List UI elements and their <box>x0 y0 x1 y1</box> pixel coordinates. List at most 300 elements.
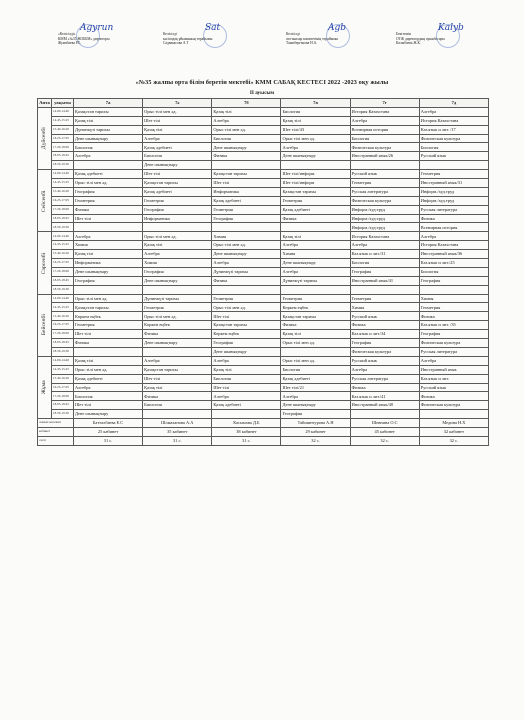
lesson-cell: Информатика <box>212 187 281 196</box>
lesson-cell: Дүниежүзі тарихы <box>281 276 350 285</box>
lesson-cell: Химия <box>419 294 488 303</box>
lesson-cell: Алгебра <box>212 392 281 401</box>
lesson-cell: Қазақ тілі <box>212 365 281 374</box>
time-cell: 16.25-17.05 <box>52 259 74 268</box>
day-label: Сейсенбі <box>38 170 52 232</box>
lesson-cell: Каз.язык и лит./41 <box>350 392 419 401</box>
lesson-cell: Химия <box>143 259 212 268</box>
lesson-cell: Физика <box>74 205 143 214</box>
lesson-cell: Қазақстан тарихы <box>281 312 350 321</box>
lesson-cell: Дене шынықтыру <box>212 143 281 152</box>
table-row <box>38 330 489 339</box>
footer-cell: 35 кабинет <box>143 427 212 436</box>
footer-cell: 38 кабинет <box>212 427 281 436</box>
lesson-cell: Қазақ әдебиеті <box>74 170 143 179</box>
lesson-cell <box>281 223 350 232</box>
lesson-cell: Көркем еңбек <box>74 312 143 321</box>
time-cell: 18.50-19.30 <box>52 161 74 170</box>
lesson-cell: Каз.язык и лит./31 <box>350 250 419 259</box>
lesson-cell: Қазақ тілі <box>143 125 212 134</box>
lesson-cell: Дене шынықтыру <box>74 134 143 143</box>
time-cell: 14.00-14.40 <box>52 170 74 179</box>
table-row <box>38 383 489 392</box>
lesson-cell: Қазақ тілі <box>281 232 350 241</box>
approval-line: Тажибергенова Н.А. <box>286 41 318 46</box>
lesson-cell <box>143 223 212 232</box>
footer-row <box>38 436 489 445</box>
lesson-cell: Алгебра <box>143 356 212 365</box>
lesson-cell: Қазақ тілі <box>74 116 143 125</box>
time-cell: 16.25-17.05 <box>52 383 74 392</box>
schedule-body <box>38 107 489 445</box>
footer-cell: 29 кабинет <box>281 427 350 436</box>
header-day: Апта <box>38 99 52 108</box>
lesson-cell: География <box>143 205 212 214</box>
lesson-cell <box>350 285 419 294</box>
signature: Agb <box>328 23 347 33</box>
footer-row <box>38 427 489 436</box>
lesson-cell: Химия <box>74 241 143 250</box>
table-header-row <box>38 99 489 108</box>
lesson-cell: Орыс тілі мен әд. <box>212 303 281 312</box>
lesson-cell: Қазақстан тарихы <box>281 187 350 196</box>
table-row <box>38 294 489 303</box>
table-row <box>38 179 489 188</box>
lesson-cell: Дүниежүзі тарихы <box>212 267 281 276</box>
lesson-cell: Биология <box>212 134 281 143</box>
day-label: Жұма <box>38 356 52 418</box>
lesson-cell: Қазақстан тарихы <box>74 107 143 116</box>
lesson-cell: Геометрия <box>143 196 212 205</box>
table-row <box>38 312 489 321</box>
lesson-cell: Информатика <box>143 214 212 223</box>
footer-cell: Батталбаева Е.С <box>74 419 143 428</box>
lesson-cell: Қазақ әдебиеті <box>212 196 281 205</box>
footer-label: кабинет <box>38 427 74 436</box>
schedule-table <box>37 98 489 446</box>
lesson-cell: Орыс тілі мен әд. <box>143 232 212 241</box>
time-cell: 14.00-14.40 <box>52 356 74 365</box>
lesson-cell: Қазақ әдебиеті <box>212 401 281 410</box>
lesson-cell: Дүниежүзі тарихы <box>143 294 212 303</box>
lesson-cell: Дене шынықтыру <box>212 250 281 259</box>
table-row <box>38 356 489 365</box>
lesson-cell: Қазақ тілі <box>74 356 143 365</box>
lesson-cell: Физика <box>74 339 143 348</box>
time-cell: 16.25-17.05 <box>52 134 74 143</box>
footer-cell: 32 с. <box>350 436 419 445</box>
lesson-cell <box>74 161 143 170</box>
lesson-cell: Алгебра <box>281 143 350 152</box>
signature: Kalyb <box>438 23 464 33</box>
table-row <box>38 365 489 374</box>
lesson-cell: Физика <box>419 392 488 401</box>
lesson-cell: Физическая культура <box>419 401 488 410</box>
lesson-cell: География <box>74 187 143 196</box>
lesson-cell: Шет тілі <box>143 374 212 383</box>
table-row <box>38 374 489 383</box>
lesson-cell: Информ./худ.труд <box>350 205 419 214</box>
lesson-cell: Орыс тілі мен әд. <box>74 179 143 188</box>
lesson-cell: Иностранный язык/31 <box>419 179 488 188</box>
lesson-cell: География <box>281 410 350 419</box>
shift-subtitle: ІІ ауысым <box>249 90 275 96</box>
lesson-cell <box>74 223 143 232</box>
lesson-cell: Физика <box>212 276 281 285</box>
lesson-cell: Русский язык <box>350 170 419 179</box>
lesson-cell: Каз.язык и лит. /17 <box>419 125 488 134</box>
lesson-cell: Орыс тілі мен әд. <box>281 134 350 143</box>
lesson-cell: История Казахстана <box>350 232 419 241</box>
footer-cell: 32 с. <box>281 436 350 445</box>
lesson-cell: Иностранный язык/40 <box>350 401 419 410</box>
lesson-cell: Көркем еңбек <box>212 330 281 339</box>
lesson-cell: Физика <box>212 152 281 161</box>
table-row <box>38 152 489 161</box>
table-row <box>38 223 489 232</box>
lesson-cell <box>419 410 488 419</box>
lesson-cell: Информ./худ.труд <box>350 214 419 223</box>
lesson-cell: География <box>419 276 488 285</box>
approval-line: Келісілді <box>286 32 300 36</box>
time-cell: 18.50-19.30 <box>52 347 74 356</box>
lesson-cell: География <box>74 276 143 285</box>
approval-0 <box>58 23 166 46</box>
approval-line: Бекітемін <box>396 32 411 36</box>
lesson-cell: Биология <box>143 401 212 410</box>
lesson-cell: Физическая культура <box>350 196 419 205</box>
lesson-cell <box>212 410 281 419</box>
lesson-cell: Алгебра <box>281 392 350 401</box>
header-class-7ae: 7ә <box>143 99 212 108</box>
day-label: Дүйсенбі <box>38 107 52 169</box>
lesson-cell: География <box>350 267 419 276</box>
lesson-cell <box>419 161 488 170</box>
lesson-cell: Шет тілі <box>143 170 212 179</box>
time-cell: 18.05-18.45 <box>52 339 74 348</box>
table-row <box>38 285 489 294</box>
approval-1 <box>163 23 271 46</box>
lesson-cell: Алгебра <box>74 383 143 392</box>
lesson-cell: Каз.язык и лит./25 <box>419 259 488 268</box>
lesson-cell: Геометрия <box>212 294 281 303</box>
footer-cell: 25 кабинет <box>74 427 143 436</box>
lesson-cell <box>212 223 281 232</box>
approval-line: Калыбаева Ж.К. <box>396 41 421 46</box>
lesson-cell: Алгебра <box>281 241 350 250</box>
lesson-cell: Физическая культура <box>419 339 488 348</box>
lesson-cell: Шет тілі/43 <box>281 125 350 134</box>
lesson-cell: Дене шынықтыру <box>74 410 143 419</box>
lesson-cell: Алгебра <box>212 259 281 268</box>
table-row <box>38 125 489 134</box>
lesson-cell: Орыс тілі мен әд. <box>281 339 350 348</box>
table-row <box>38 339 489 348</box>
lesson-cell: Алгебра <box>74 232 143 241</box>
lesson-cell: Алгебра <box>212 116 281 125</box>
time-cell: 14.00-14.40 <box>52 232 74 241</box>
table-row <box>38 161 489 170</box>
time-cell: 16.25-17.05 <box>52 321 74 330</box>
time-cell: 14.45-15.25 <box>52 303 74 312</box>
time-cell: 17.20-18.00 <box>52 330 74 339</box>
lesson-cell: Көркем еңбек <box>143 321 212 330</box>
table-row <box>38 241 489 250</box>
approval-3 <box>396 23 504 46</box>
lesson-cell: Дене шынықтыру <box>143 276 212 285</box>
lesson-cell: Алгебра <box>350 365 419 374</box>
footer-cell: Касымова Д.Б <box>212 419 281 428</box>
table-row <box>38 196 489 205</box>
time-cell: 18.05-18.45 <box>52 401 74 410</box>
table-row <box>38 276 489 285</box>
lesson-cell: Русская литература <box>350 187 419 196</box>
lesson-cell: Химия <box>281 250 350 259</box>
lesson-cell <box>350 410 419 419</box>
lesson-cell: Шет тілі/21 <box>281 383 350 392</box>
lesson-cell: Алгебра <box>281 267 350 276</box>
lesson-cell: Информ./худ.труд <box>419 196 488 205</box>
time-cell: 17.20-18.00 <box>52 267 74 276</box>
lesson-cell: Шет тілі <box>212 179 281 188</box>
lesson-cell: Физическая культура <box>350 143 419 152</box>
lesson-cell: Дене шынықтыру <box>281 259 350 268</box>
approval-line: Жумабаева Р.Б. <box>58 41 82 46</box>
footer-label: сағат <box>38 436 74 445</box>
lesson-cell: Қазақ әдебиеті <box>143 187 212 196</box>
lesson-cell: Алгебра <box>350 241 419 250</box>
lesson-cell: Қазақ тілі <box>143 383 212 392</box>
header-class-7a: 7а <box>74 99 143 108</box>
lesson-cell: Геометрия <box>281 294 350 303</box>
lesson-cell: Всемирная история <box>350 125 419 134</box>
table-row <box>38 250 489 259</box>
lesson-cell: История Казахстана <box>350 107 419 116</box>
lesson-cell: Физика <box>350 383 419 392</box>
lesson-cell: Дене шынықтыру <box>143 161 212 170</box>
lesson-cell: Қазақ әдебиеті <box>143 143 212 152</box>
lesson-cell: Физика <box>350 321 419 330</box>
table-row <box>38 267 489 276</box>
lesson-cell <box>143 347 212 356</box>
lesson-cell: Дүниежүзі тарихы <box>74 125 143 134</box>
footer-cell: Тайшинтурова А.Н <box>281 419 350 428</box>
lesson-cell: Информатика <box>74 259 143 268</box>
lesson-cell: Биология <box>212 374 281 383</box>
lesson-cell: Қазақстан тарихы <box>74 303 143 312</box>
lesson-cell: Орыс тілі мен әд. <box>212 125 281 134</box>
lesson-cell: Физика <box>419 214 488 223</box>
time-cell: 17.20-18.00 <box>52 205 74 214</box>
lesson-cell: Орыс тілі мен әд. <box>74 365 143 374</box>
lesson-cell: Қазақ әдебиеті <box>74 374 143 383</box>
lesson-cell: Биология <box>143 152 212 161</box>
lesson-cell: Русский язык <box>350 356 419 365</box>
time-cell: 17.20-18.00 <box>52 143 74 152</box>
footer-cell: Медина Н.Х <box>419 419 488 428</box>
lesson-cell: Қазақстан тарихы <box>212 170 281 179</box>
lesson-cell: Шет тілі <box>74 330 143 339</box>
lesson-cell: Геометрия <box>143 303 212 312</box>
header-time: уақыты <box>52 99 74 108</box>
time-cell: 14.45-15.25 <box>52 365 74 374</box>
lesson-cell: Биология <box>350 134 419 143</box>
lesson-cell: Русская литература <box>350 374 419 383</box>
lesson-cell: Русский язык <box>419 383 488 392</box>
lesson-cell: Қазақ тілі <box>74 250 143 259</box>
lesson-cell: Каз.язык и лит. <box>419 374 488 383</box>
lesson-cell: Геометрия <box>212 205 281 214</box>
lesson-cell: Алгебра <box>143 134 212 143</box>
lesson-cell <box>212 285 281 294</box>
lesson-cell: Геометрия <box>419 170 488 179</box>
lesson-cell <box>74 285 143 294</box>
time-cell: 18.50-19.30 <box>52 223 74 232</box>
lesson-cell: Орыс тілі мен әд. <box>143 312 212 321</box>
lesson-cell <box>281 161 350 170</box>
lesson-cell: Каз.язык и лит. /35 <box>419 321 488 330</box>
footer-label: сынып жетекші <box>38 419 74 428</box>
time-cell: 15.40-16.20 <box>52 250 74 259</box>
time-cell: 14.00-14.40 <box>52 294 74 303</box>
header-class-7d: 7д <box>419 99 488 108</box>
lesson-cell: Информ./худ.труд <box>419 187 488 196</box>
lesson-cell: Геометрия <box>350 294 419 303</box>
table-row <box>38 116 489 125</box>
lesson-cell: Қазақстан тарихы <box>143 179 212 188</box>
lesson-cell: Информ./худ.труд <box>350 223 419 232</box>
table-row <box>38 232 489 241</box>
time-cell: 14.45-15.25 <box>52 241 74 250</box>
lesson-cell: Алгебра <box>419 356 488 365</box>
lesson-cell: Физика <box>281 214 350 223</box>
time-cell: 15.40-16.20 <box>52 312 74 321</box>
footer-cell: Шевнина О.С <box>350 419 419 428</box>
lesson-cell: Физика <box>419 312 488 321</box>
table-row <box>38 134 489 143</box>
approval-line: «Келісілді» <box>58 32 76 36</box>
time-cell: 14.45-15.25 <box>52 116 74 125</box>
lesson-cell: Шет тілі/информ. <box>281 170 350 179</box>
approval-line: ата-аналар комитетінің төрайымы <box>286 36 338 41</box>
lesson-cell: География <box>350 339 419 348</box>
lesson-cell: Биология <box>281 107 350 116</box>
lesson-cell: История Казахстана <box>419 116 488 125</box>
lesson-cell: Биология <box>350 259 419 268</box>
table-row <box>38 303 489 312</box>
header-class-7v: 7в <box>281 99 350 108</box>
lesson-cell: Русская литература <box>419 347 488 356</box>
lesson-cell <box>419 285 488 294</box>
lesson-cell: География <box>212 214 281 223</box>
day-label: Сәрсенбі <box>38 232 52 294</box>
footer-cell: 31 с. <box>74 436 143 445</box>
footer-cell: 32 с. <box>419 436 488 445</box>
lesson-cell: Биология <box>74 392 143 401</box>
lesson-cell: Геометрия <box>74 321 143 330</box>
lesson-cell: Алгебра <box>350 116 419 125</box>
lesson-cell: Қазақ тілі <box>281 116 350 125</box>
header-class-7b: 7б <box>212 99 281 108</box>
lesson-cell: История Казахстана <box>419 241 488 250</box>
lesson-cell <box>281 285 350 294</box>
lesson-cell: Шет тілі <box>212 312 281 321</box>
lesson-cell: Иностранный язык/41 <box>350 276 419 285</box>
lesson-cell: Орыс тілі мен әд. <box>143 107 212 116</box>
lesson-cell: Дене шынықтыру <box>212 347 281 356</box>
lesson-cell: Биология <box>74 143 143 152</box>
table-row <box>38 170 489 179</box>
lesson-cell: Қазақстан тарихы <box>212 321 281 330</box>
time-cell: 15.40-16.20 <box>52 125 74 134</box>
table-row <box>38 107 489 116</box>
lesson-cell: Каз.язык и лит./34 <box>350 330 419 339</box>
lesson-cell: Орыс тілі мен әд. <box>212 241 281 250</box>
footer-cell: 31 с. <box>143 436 212 445</box>
lesson-cell: Геометрия <box>350 179 419 188</box>
approval-block <box>58 23 498 72</box>
day-label: Бейсенбі <box>38 294 52 356</box>
lesson-cell: Физика <box>143 330 212 339</box>
time-cell: 18.05-18.45 <box>52 214 74 223</box>
lesson-cell: Алгебра <box>419 107 488 116</box>
footer-cell: Шомаханова А.А <box>143 419 212 428</box>
table-row <box>38 321 489 330</box>
lesson-cell: Русский язык <box>350 312 419 321</box>
header-class-7g: 7г <box>350 99 419 108</box>
lesson-cell: Алгебра <box>212 356 281 365</box>
footer-cell: 32 кабинет <box>419 427 488 436</box>
table-row <box>38 347 489 356</box>
lesson-cell: Қазақ тілі <box>212 107 281 116</box>
lesson-cell: Қазақ әдебиеті <box>281 205 350 214</box>
lesson-cell: Қазақ әдебиеті <box>281 374 350 383</box>
time-cell: 15.40-16.20 <box>52 187 74 196</box>
lesson-cell: Дене шынықтыру <box>281 152 350 161</box>
lesson-cell <box>143 410 212 419</box>
lesson-cell: География <box>419 330 488 339</box>
lesson-cell: Химия <box>350 303 419 312</box>
approval-line: Садвакасова А.Т <box>163 41 189 46</box>
lesson-cell: Алгебра <box>74 152 143 161</box>
lesson-cell: Шет тілі <box>212 383 281 392</box>
table-row <box>38 401 489 410</box>
time-cell: 18.05-18.45 <box>52 276 74 285</box>
lesson-cell: Дене шынықтыру <box>281 401 350 410</box>
lesson-cell: Шет тілі <box>74 401 143 410</box>
lesson-cell: Физическая культура <box>419 134 488 143</box>
document-title: «№35 жалпы орта білім беретін мектебі» КММ САБАҚ КЕСТЕСІ 2022 -2023 оқу жылы <box>135 79 389 86</box>
time-cell: 17.20-18.00 <box>52 392 74 401</box>
time-cell: 18.05-18.45 <box>52 152 74 161</box>
lesson-cell: Қазақстан тарихы <box>143 365 212 374</box>
lesson-cell: Геометрия <box>419 303 488 312</box>
lesson-cell: Иностранный язык/36 <box>419 250 488 259</box>
lesson-cell: Физика <box>281 321 350 330</box>
lesson-cell: Геометрия <box>281 196 350 205</box>
lesson-cell: Иностранный язык <box>419 365 488 374</box>
lesson-cell: Химия <box>212 232 281 241</box>
lesson-cell: Алгебра <box>419 232 488 241</box>
table-row <box>38 410 489 419</box>
approval-line: ОТЖ директордың орынбасары <box>396 36 445 41</box>
lesson-cell: Физическая культура <box>350 347 419 356</box>
lesson-cell: География <box>212 339 281 348</box>
table-row <box>38 214 489 223</box>
lesson-cell: География <box>143 267 212 276</box>
time-cell: 18.50-19.30 <box>52 410 74 419</box>
lesson-cell: Қазақ тілі <box>281 330 350 339</box>
